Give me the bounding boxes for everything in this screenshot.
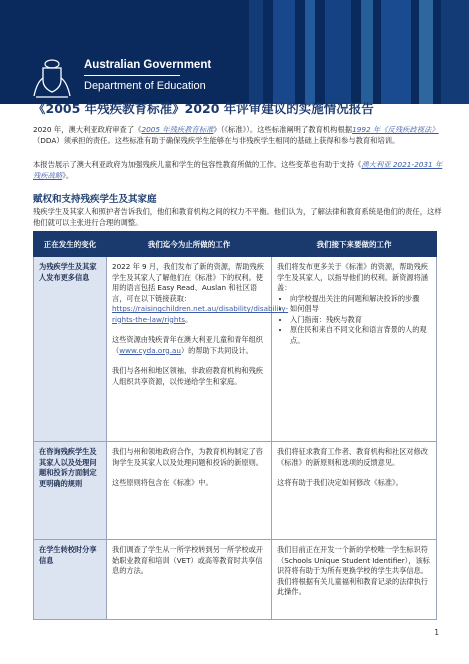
table-row [34, 257, 437, 442]
next-list [277, 294, 431, 347]
table-row [34, 540, 437, 620]
column-header-change: 正在发生的变化 [34, 232, 107, 257]
column-header-done: 我们迄今为止所做的工作 [107, 232, 272, 257]
done-paragraph [112, 262, 289, 325]
table-row [34, 442, 437, 540]
coat-of-arms-icon [30, 56, 74, 100]
row-change-cell: 在学生转校时分享信息 [34, 540, 107, 620]
row-done-cell [107, 257, 289, 442]
disability-standards-link[interactable]: 2005 年残疾教育标准 [141, 125, 214, 134]
changes-table [33, 231, 437, 620]
done-paragraph: 我们调查了学生从一所学校转到另一所学校或开始职业教育和培训（VET）或高等教育时共享信息的方法。 [112, 545, 263, 575]
intro-p2-text-b: 》。 [62, 171, 74, 180]
intro-paragraph-1 [33, 124, 443, 146]
row-next-cell [272, 442, 437, 540]
government-name: Australian Government [84, 59, 212, 71]
department-name: Department of Education [84, 80, 206, 92]
table-header-row [34, 232, 437, 257]
column-header-next: 我们接下来要做的工作 [272, 232, 437, 257]
section-heading: 赋权和支持残疾学生及其家庭 [33, 194, 157, 205]
list-item: • 原住民和来自不同文化和语言背景的人的观点。 [290, 325, 431, 346]
next-paragraph: 我们目前正在开发一个新的学校唯一学生标识符（Schools Unique Student Identifier），该标识符将有助于为所有更换学校的学生共享信息。我们将根据有关儿童福利和教育记录的法律执行此操作。 [277, 545, 430, 596]
raisingchildren-link[interactable]: https://raisingchildren.net.au/disability/disability-rights-the-law/rights [112, 304, 289, 324]
intro-paragraph-2 [33, 159, 443, 181]
page-number: 1 [434, 628, 439, 637]
header-divider [84, 75, 180, 76]
intro-p1-text-a: 2020 年，澳大利亚政府审查了《 [33, 125, 142, 134]
intro-p1-text-c: （DDA）须承担的责任。这些标准有助于确保残疾学生能够在与非残疾学生相同的基础上获得和参与教育和培训。 [33, 136, 400, 145]
row-next-cell [272, 540, 437, 620]
list-item: • 如何倡导 [290, 304, 431, 315]
row-change-cell: 为残疾学生及其家人发布更多信息 [34, 257, 107, 442]
intro-p1-text-b: 》（《标准》）。这些标准阐明了教育机构根据 [213, 125, 353, 134]
done-text: 2022 年 9 月，我们发布了新的资源，帮助残疾学生及其家人了解他们在《标准》下的权利。使用的语言包括 Easy Read、Auslan 和社区语言，可在以下链接获取： [112, 262, 264, 303]
row-next-cell [272, 257, 437, 442]
disability-strategy-link[interactable]: 澳大利亚 2021-2031 年残疾战略 [33, 160, 443, 180]
cyda-link[interactable]: www.cyda.org.au [119, 345, 181, 355]
dda-link[interactable]: 1992 年《反残疾歧视法》 [352, 125, 439, 134]
intro-p2-text-a: 本报告展示了澳大利亚政府为加强残疾儿童和学生的包容性教育所做的工作。这些变革也有助于支持《 [33, 160, 362, 169]
row-change-cell: 在咨询残疾学生及其家人以及处理问题和投诉方面制定更明确的规则 [34, 442, 107, 540]
section-paragraph: 残疾学生及其家人和照护者告诉我们，他们和教育机构之间的权力不平衡。他们认为，了解法律和教育系统是他们的责任，这样他们就可以主张进行合理的调整。 [33, 207, 442, 227]
list-item: • 向学校提出关注的问题和解决投诉的步骤 [290, 294, 431, 305]
done-paragraph: 我们与各州和地区领袖、非政府教育机构和残疾人组织共享资源，以传递给学生和家庭。 [112, 366, 263, 386]
header-banner [0, 0, 469, 104]
row-done-cell [107, 540, 272, 620]
row-done-cell [107, 442, 272, 540]
done-text: 这些资源由残疾青年在澳大利亚儿童和青年组织（ [112, 335, 263, 355]
done-paragraph [112, 335, 266, 356]
done-text-end: 。 [184, 314, 193, 324]
next-paragraph: 我们将征求教育工作者、教育机构和社区对修改《标准》的新原则和选项的反馈意见。 [277, 447, 428, 467]
done-paragraph: 我们与州和领地政府合作，为教育机构制定了咨询学生及其家人以及处理问题和投诉的新原则。 [112, 447, 263, 467]
next-paragraph: 这将有助于我们决定如何修改《标准》。 [277, 478, 403, 487]
list-item: • 入门指南：残疾与教育 [290, 315, 431, 326]
done-paragraph: 这些原则将包含在《标准》中。 [112, 478, 213, 487]
page-title: 《2005 年残疾教育标准》2020 年评审建议的实施情况报告 [33, 101, 374, 116]
next-intro: 我们将发布更多关于《标准》的资源，帮助残疾学生及其家人，以指导他们的权利。新资源将涵盖： [277, 262, 428, 292]
done-text-end: ）的帮助下共同设计。 [180, 345, 253, 355]
header-text-block [84, 58, 211, 93]
header-decorative-bars [229, 0, 469, 104]
